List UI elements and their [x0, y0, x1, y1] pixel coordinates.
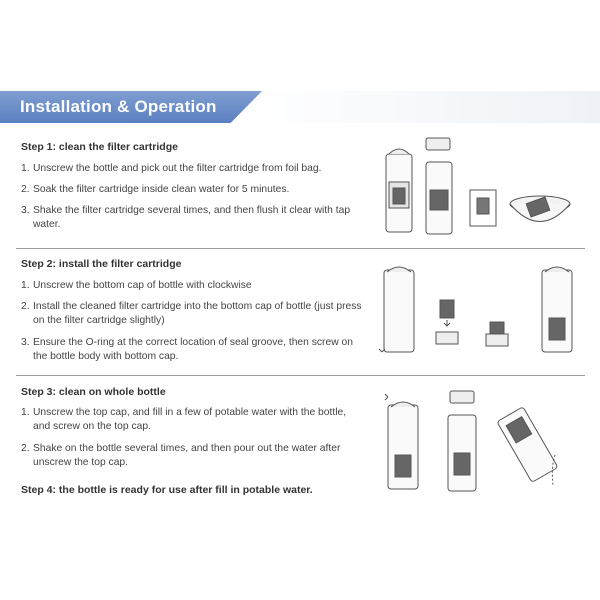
step3-item-number: 1. [21, 407, 30, 418]
step2-title: Step 2: install the filter cartridge [21, 258, 182, 270]
step1-item-number: 2. [21, 184, 30, 195]
step2-item-number: 2. [21, 301, 30, 312]
page-title: Installation & Operation [20, 97, 217, 116]
bottle-icon [384, 270, 414, 352]
step2-item [21, 300, 366, 328]
step3-item-text: Shake on the bottle several times, and then pour out the water after unscrew the top cap. [33, 443, 341, 468]
filter-cartridge-icon [454, 453, 470, 475]
rotate-arrow-icon [379, 349, 385, 352]
step2-item-text: Install the cleaned filter cartridge into the bottom cap of bottle (just press on the filter cartridge slightly) [33, 301, 362, 326]
step1-item-text: Shake the filter cartridge several times, and then flush it clear with tap water. [33, 205, 351, 230]
step2-item [21, 336, 366, 364]
step1-item-text: Soak the filter cartridge inside clean water for 5 minutes. [33, 184, 290, 195]
step3-item [21, 442, 366, 470]
filter-cartridge-icon [477, 198, 489, 214]
step4-title: Step 4: the bottle is ready for use after fill in potable water. [21, 484, 313, 496]
step1-item [21, 162, 366, 176]
filter-cartridge-icon [549, 318, 565, 340]
top-cap-icon [426, 138, 450, 150]
filter-cartridge-icon [430, 190, 448, 210]
bottom-cap-icon [486, 334, 508, 346]
pouring-bottle-icon [497, 407, 558, 483]
section-divider [16, 375, 585, 376]
section-divider [16, 248, 585, 249]
rotate-arrow-icon [385, 394, 388, 400]
bottom-cap-icon [436, 332, 458, 344]
step2-item-text: Ensure the O-ring at the correct location of seal groove, then screw on the bottle body with bottom cap. [33, 337, 353, 362]
step1-title: Step 1: clean the filter cartridge [21, 141, 178, 153]
filter-cartridge-icon [395, 455, 411, 477]
step1-item-number: 1. [21, 163, 30, 174]
step3-item [21, 406, 366, 434]
step2-item-number: 1. [21, 280, 30, 291]
step2-item-number: 3. [21, 337, 30, 348]
down-arrow-icon [444, 320, 450, 326]
step2-illustration [378, 262, 583, 362]
bottle-top-cap-icon [389, 149, 409, 154]
step3-item-text: Unscrew the top cap, and fill in a few of potable water with the bottle, and screw on the top cap. [33, 407, 347, 432]
step2-item-text: Unscrew the bottom cap of bottle with clockwise [33, 280, 252, 291]
step1-item-number: 3. [21, 205, 30, 216]
step1-item [21, 183, 366, 197]
step2-item [21, 279, 366, 293]
step1-item-text: Unscrew the bottle and pick out the filter cartridge from foil bag. [33, 163, 322, 174]
step3-item-number: 2. [21, 443, 30, 454]
filter-cartridge-icon [393, 188, 405, 204]
step1-illustration [380, 132, 580, 242]
step3-title: Step 3: clean on whole bottle [21, 386, 166, 398]
step1-item [21, 204, 366, 232]
step3-illustration [380, 385, 585, 495]
top-cap-icon [450, 391, 474, 403]
filter-cartridge-icon [440, 300, 454, 318]
